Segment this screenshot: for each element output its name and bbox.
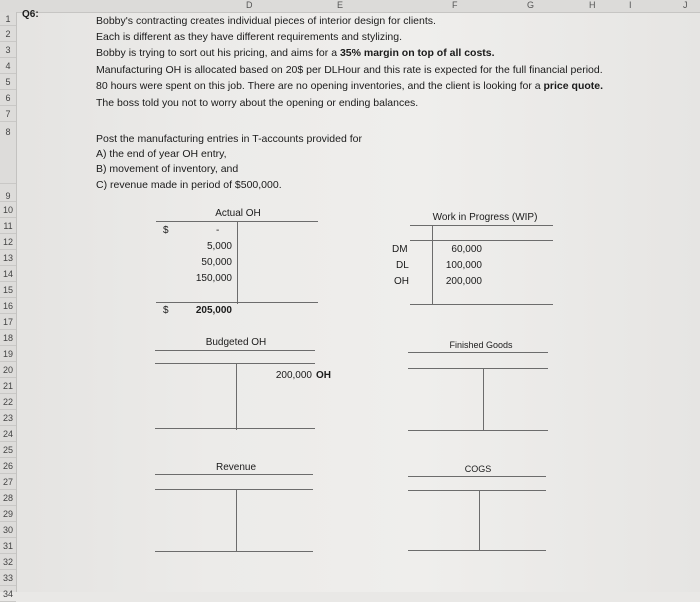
- finished-goods-total-line: [408, 430, 548, 431]
- finished-goods-header-line: [408, 352, 548, 353]
- budgeted-oh-divider: [236, 364, 237, 430]
- row-header-bar: [0, 12, 17, 599]
- wip-label-dl: DL: [396, 260, 409, 271]
- row-number[interactable]: 22: [0, 394, 16, 410]
- actual-oh-debit-2[interactable]: 50,000: [201, 257, 232, 268]
- row-number[interactable]: 5: [0, 74, 16, 90]
- row-number[interactable]: 11: [0, 218, 16, 234]
- row-number[interactable]: 3: [0, 42, 16, 58]
- revenue-total-line: [155, 551, 313, 552]
- wip-label-dm: DM: [392, 244, 408, 255]
- row-number[interactable]: 4: [0, 58, 16, 74]
- revenue-header-line-2: [155, 489, 313, 490]
- cogs-divider: [479, 491, 480, 551]
- row-number[interactable]: 25: [0, 442, 16, 458]
- wip-debit-oh[interactable]: 200,000: [445, 276, 482, 287]
- cogs-header-line-2: [408, 490, 546, 491]
- row-number[interactable]: 9: [0, 184, 16, 202]
- cogs-header-line: [408, 476, 546, 477]
- row-number[interactable]: 15: [0, 282, 16, 298]
- row-number[interactable]: 18: [0, 330, 16, 346]
- row-number[interactable]: 28: [0, 490, 16, 506]
- revenue-divider: [236, 490, 237, 552]
- budgeted-oh-header-line: [155, 350, 315, 351]
- intro-line-2: Each is different as they have different requirements and stylizing.: [96, 31, 403, 43]
- column-header-f[interactable]: F: [452, 0, 458, 10]
- row-number[interactable]: 13: [0, 250, 16, 266]
- price-quote-emphasis: price quote.: [543, 80, 604, 92]
- intro-line-5-text: 80 hours were spent on this job. There are no opening inventories, and the client is looking for a: [96, 80, 544, 92]
- intro-line-3-text: Bobby is trying to sort out his pricing, and aims for a: [96, 47, 340, 59]
- row-number[interactable]: 33: [0, 570, 16, 586]
- budgeted-oh-total-line: [155, 428, 315, 429]
- actual-oh-title: Actual OH: [215, 208, 261, 219]
- actual-oh-total-line: [156, 302, 318, 303]
- row-number[interactable]: 24: [0, 426, 16, 442]
- actual-oh-total[interactable]: 205,000: [195, 305, 232, 316]
- budgeted-oh-credit[interactable]: 200,000: [275, 370, 312, 381]
- wip-total-line: [410, 304, 553, 305]
- row-number[interactable]: 30: [0, 522, 16, 538]
- row-number[interactable]: 7: [0, 106, 16, 122]
- cogs-total-line: [408, 550, 546, 551]
- budgeted-oh-header-line-2: [155, 363, 315, 364]
- row-number[interactable]: 34: [0, 586, 16, 602]
- instruction-line-3: B) movement of inventory, and: [96, 163, 239, 175]
- revenue-header-line: [155, 474, 313, 475]
- actual-oh-debit-1[interactable]: 5,000: [206, 241, 232, 252]
- instruction-line-4: C) revenue made in period of $500,000.: [96, 179, 282, 191]
- finished-goods-header-line-2: [408, 368, 548, 369]
- row-number[interactable]: 19: [0, 346, 16, 362]
- row-number[interactable]: 1: [0, 12, 16, 26]
- intro-line-1: Bobby's contracting creates individual pieces of interior design for clients.: [96, 15, 436, 27]
- row-number[interactable]: 31: [0, 538, 16, 554]
- finished-goods-title: Finished Goods: [449, 340, 513, 350]
- wip-label-oh: OH: [394, 276, 409, 287]
- row-number[interactable]: 8: [0, 122, 16, 184]
- margin-emphasis: 35% margin on top of all costs.: [339, 47, 495, 59]
- actual-oh-dash: -: [216, 225, 220, 236]
- actual-oh-divider: [237, 222, 238, 304]
- intro-line-3: [96, 47, 495, 59]
- finished-goods-divider: [483, 369, 484, 431]
- row-number[interactable]: 21: [0, 378, 16, 394]
- row-number[interactable]: 27: [0, 474, 16, 490]
- cogs-title: COGS: [464, 464, 492, 474]
- budgeted-oh-credit-label: OH: [316, 370, 331, 381]
- row-number[interactable]: 16: [0, 298, 16, 314]
- row-number[interactable]: 10: [0, 202, 16, 218]
- actual-oh-dollar-top: $: [163, 225, 169, 236]
- row-number[interactable]: 26: [0, 458, 16, 474]
- column-header-bar: [0, 0, 700, 13]
- actual-oh-debit-3[interactable]: 150,000: [195, 273, 232, 284]
- row-number[interactable]: 2: [0, 26, 16, 42]
- row-number[interactable]: 29: [0, 506, 16, 522]
- instruction-line-2: A) the end of year OH entry,: [96, 148, 227, 160]
- intro-line-4: Manufacturing OH is allocated based on 20$ per DLHour and this rate is expected for the full financial period.: [96, 64, 603, 76]
- column-header-e[interactable]: E: [337, 0, 344, 10]
- column-header-j[interactable]: J: [683, 0, 688, 10]
- row-number[interactable]: 23: [0, 410, 16, 426]
- row-number[interactable]: 20: [0, 362, 16, 378]
- intro-line-6: The boss told you not to worry about the opening or ending balances.: [96, 97, 419, 109]
- row-number[interactable]: 32: [0, 554, 16, 570]
- row-number[interactable]: 6: [0, 90, 16, 106]
- column-header-i[interactable]: I: [629, 0, 632, 10]
- wip-title: Work in Progress (WIP): [432, 212, 538, 223]
- column-header-h[interactable]: H: [589, 0, 596, 10]
- intro-line-5: [96, 80, 603, 92]
- actual-oh-dollar-total: $: [163, 305, 169, 316]
- column-header-g[interactable]: G: [527, 0, 535, 10]
- row-number[interactable]: 12: [0, 234, 16, 250]
- budgeted-oh-title: Budgeted OH: [205, 337, 267, 348]
- row-number[interactable]: 17: [0, 314, 16, 330]
- wip-debit-dl[interactable]: 100,000: [445, 260, 482, 271]
- column-header-d[interactable]: D: [246, 0, 253, 10]
- instruction-line-1: Post the manufacturing entries in T-accounts provided for: [96, 133, 362, 145]
- row-number[interactable]: 14: [0, 266, 16, 282]
- wip-debit-dm[interactable]: 60,000: [451, 244, 482, 255]
- question-label: Q6:: [22, 9, 39, 20]
- revenue-title: Revenue: [215, 462, 257, 473]
